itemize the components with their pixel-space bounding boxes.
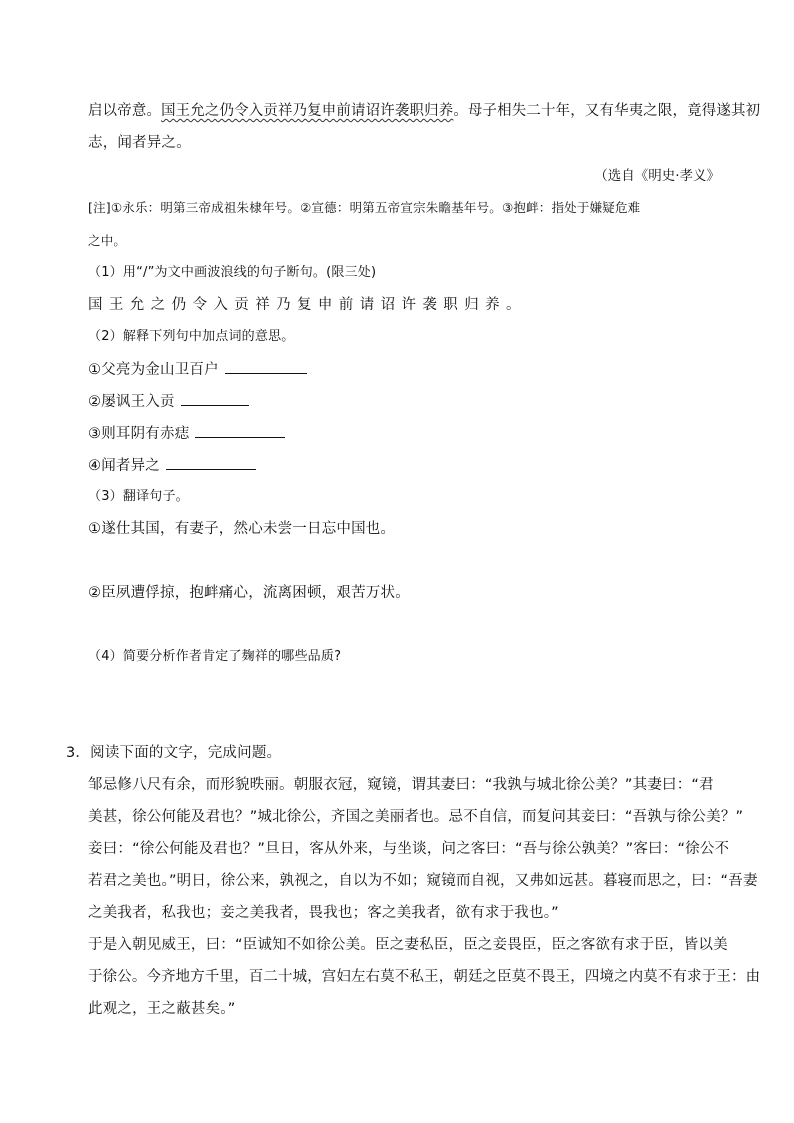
answer-blank[interactable]: [181, 391, 249, 406]
section-3-paragraph-1-line-4: 若君之美也。”明日，徐公来，孰视之，自以为不如；窥镜而自视，又弗如远甚。暮寝而思之，曰：“吾妻: [88, 873, 758, 889]
question-2-item-3: [88, 423, 728, 444]
answer-blank[interactable]: [166, 455, 256, 470]
section-3-paragraph-1-line-2: 美甚，徐公何能及君也？”城北徐公，齐国之美丽者也。忌不自信，而复问其妾曰：“吾孰与徐公美？”: [88, 809, 744, 825]
passage-source: （选自《明史·孝义》: [594, 168, 720, 184]
section-3-paragraph-1-line-1: 邹忌修八尺有余，而形貌昳丽。朝服衣冠，窥镜，谓其妻曰：“我孰与城北徐公美？”其妻曰：“君: [88, 777, 714, 793]
passage-line-1: [88, 101, 761, 121]
question-1-sentence: 国王允之仍令入贡祥乃复申前请诏许袭职归养。: [88, 297, 527, 313]
item-text: ②屡讽王入贡: [88, 394, 175, 410]
question-3-item-2: ②臣夙遭俘掠，抱衅痛心，流离困顿，艰苦万状。: [88, 585, 410, 601]
section-3-paragraph-2-line-2: 于徐公。今齐地方千里，百二十城，宫妇左右莫不私王，朝廷之臣莫不畏王，四境之内莫不有求于王：由: [88, 969, 761, 985]
question-2-item-4: [88, 455, 728, 476]
wavy-underlined-sentence: 国王允之仍令入贡祥乃复申前请诏许袭职归养: [161, 103, 454, 119]
section-3-paragraph-1-line-5: 之美我者，私我也；妾之美我者，畏我也；客之美我者，欲有求于我也。”: [88, 905, 559, 921]
question-2-item-1: [88, 359, 728, 380]
item-text: ④闻者异之: [88, 458, 160, 474]
question-3-item-1: ①遂仕其国，有妻子，然心未尝一日忘中国也。: [88, 521, 396, 537]
passage-line-2: 志，闻者异之。: [88, 135, 191, 151]
annotation-note-line-1: [注]①永乐：明第三帝成祖朱棣年号。②宣德：明第五帝宣宗朱瞻基年号。③抱衅：指处于嫌疑危难: [88, 200, 641, 215]
question-4-label: （4）简要分析作者肯定了麹祥的哪些品质?: [88, 649, 342, 664]
question-2-label: （2）解释下列句中加点词的意思。: [88, 329, 295, 344]
item-text: ①父亮为金山卫百户: [88, 362, 219, 378]
answer-blank[interactable]: [225, 359, 307, 374]
section-3-paragraph-2-line-1: 于是入朝见威王，曰：“臣诚知不如徐公美。臣之妻私臣，臣之妾畏臣，臣之客欲有求于臣，皆以美: [88, 937, 728, 953]
passage-text: 启以帝意。: [88, 103, 162, 119]
question-2-item-2: [88, 391, 728, 412]
section-3-paragraph-2-line-3: 此观之，王之蔽甚矣。”: [88, 1001, 236, 1017]
item-text: ③则耳阴有赤痣: [88, 426, 190, 442]
section-3-heading: 3．阅读下面的文字，完成问题。: [66, 745, 282, 761]
section-3-paragraph-1-line-3: 妾曰：“徐公何能及君也？”旦日，客从外来，与坐谈，问之客曰：“吾与徐公孰美？”客曰：“徐公不: [88, 841, 730, 857]
annotation-note-line-2: 之中。: [88, 233, 127, 248]
question-3-label: （3）翻译句子。: [88, 489, 189, 504]
question-1-label: （1）用“/”为文中画波浪线的句子断句。(限三处): [88, 265, 377, 280]
passage-text: 。母子相失二十年，又有华夷之限，竟得遂其初: [453, 103, 761, 119]
answer-blank[interactable]: [195, 423, 285, 438]
